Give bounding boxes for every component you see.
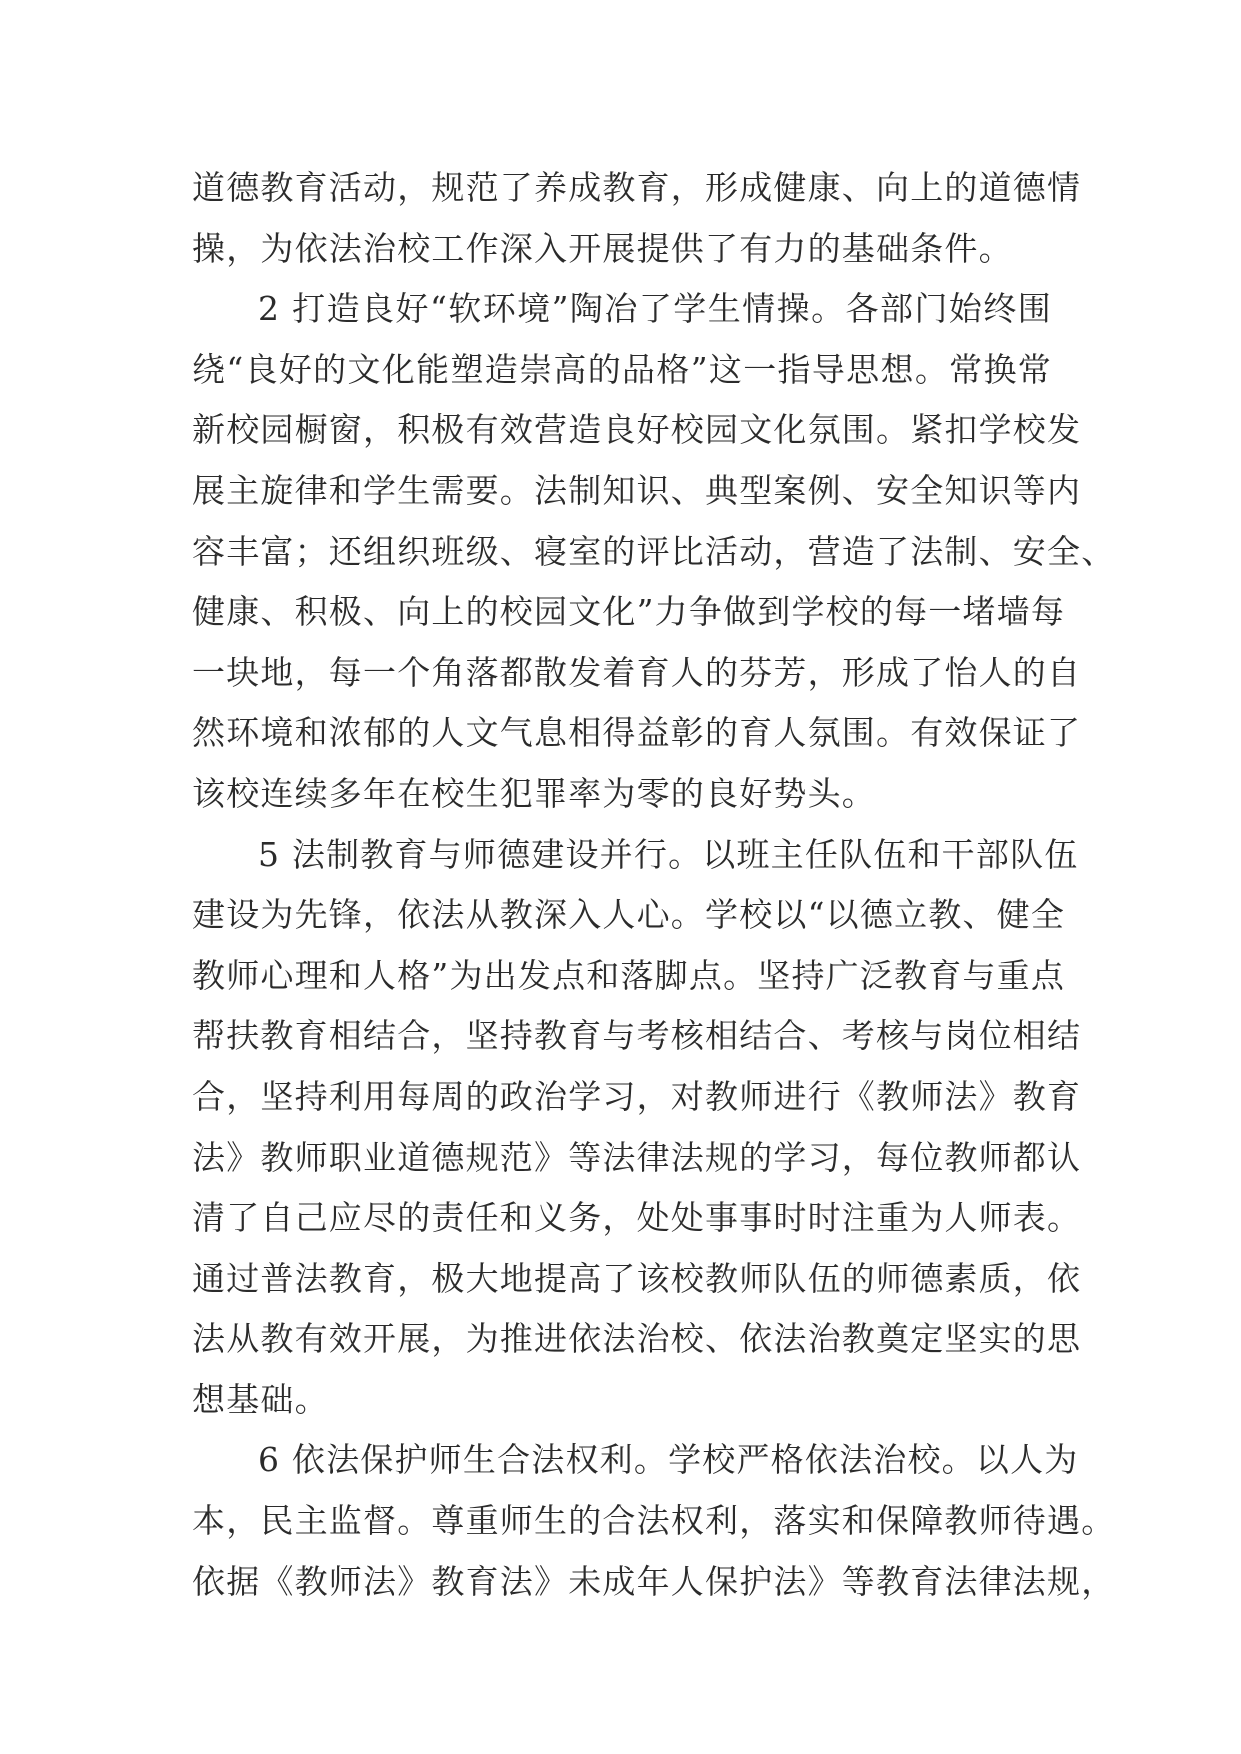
text-line: 教师心理和人格”为出发点和落脚点。坚持广泛教育与重点 [192,955,1066,995]
text-line: 法从教有效开展，为推进依法治校、依法治教奠定坚实的思 [192,1319,1082,1359]
text-line: 2 打造良好“软环境”陶冶了学生情操。各部门始终围 [258,289,1052,329]
text-line: 本，民主监督。尊重师生的合法权利，落实和保障教师待遇。 [192,1501,1116,1541]
text-line: 操，为依法治校工作深入开展提供了有力的基础条件。 [192,228,1013,268]
text-line: 该校连续多年在校生犯罪率为零的良好势头。 [192,773,876,813]
text-line: 想基础。 [192,1379,329,1419]
text-line: 建设为先锋，依法从教深入人心。学校以“以德立教、健全 [192,895,1066,935]
text-line: 展主旋律和学生需要。法制知识、典型案例、安全知识等内 [192,470,1082,510]
text-line: 健康、积极、向上的校园文化”力争做到学校的每一堵墙每 [192,592,1066,632]
text-line: 帮扶教育相结合，坚持教育与考核相结合、考核与岗位相结 [192,1016,1082,1056]
paragraph-1 [192,158,1082,279]
paragraph-2 [192,279,1116,824]
body-text [192,158,1116,1612]
text-line: 清了自己应尽的责任和义务，处处事事时时注重为人师表。 [192,1198,1082,1238]
text-line: 绕“良好的文化能塑造崇高的品格”这一指导思想。常换常 [192,349,1052,389]
paragraph-3 [192,825,1082,1431]
text-line: 法》教师职业道德规范》等法律法规的学习，每位教师都认 [192,1137,1082,1177]
text-line: 依据《教师法》教育法》未成年人保护法》等教育法律法规， [192,1561,1116,1601]
text-line: 6 依法保护师生合法权利。学校严格依法治校。以人为 [258,1440,1079,1480]
text-line: 合，坚持利用每周的政治学习，对教师进行《教师法》教育 [192,1076,1082,1116]
text-line: 然环境和浓郁的人文气息相得益彰的育人氛围。有效保证了 [192,713,1082,753]
text-line: 通过普法教育，极大地提高了该校教师队伍的师德素质，依 [192,1258,1082,1298]
text-line: 容丰富；还组织班级、寝室的评比活动，营造了法制、安全、 [192,531,1116,571]
text-line: 道德教育活动，规范了养成教育，形成健康、向上的道德情 [192,168,1082,207]
text-line: 5 法制教育与师德建设并行。以班主任队伍和干部队伍 [258,834,1079,874]
paragraph-4 [192,1430,1116,1612]
text-line: 一块地，每一个角落都散发着育人的芬芳，形成了怡人的自 [192,652,1082,692]
text-line: 新校园橱窗，积极有效营造良好校园文化氛围。紧扣学校发 [192,410,1082,450]
